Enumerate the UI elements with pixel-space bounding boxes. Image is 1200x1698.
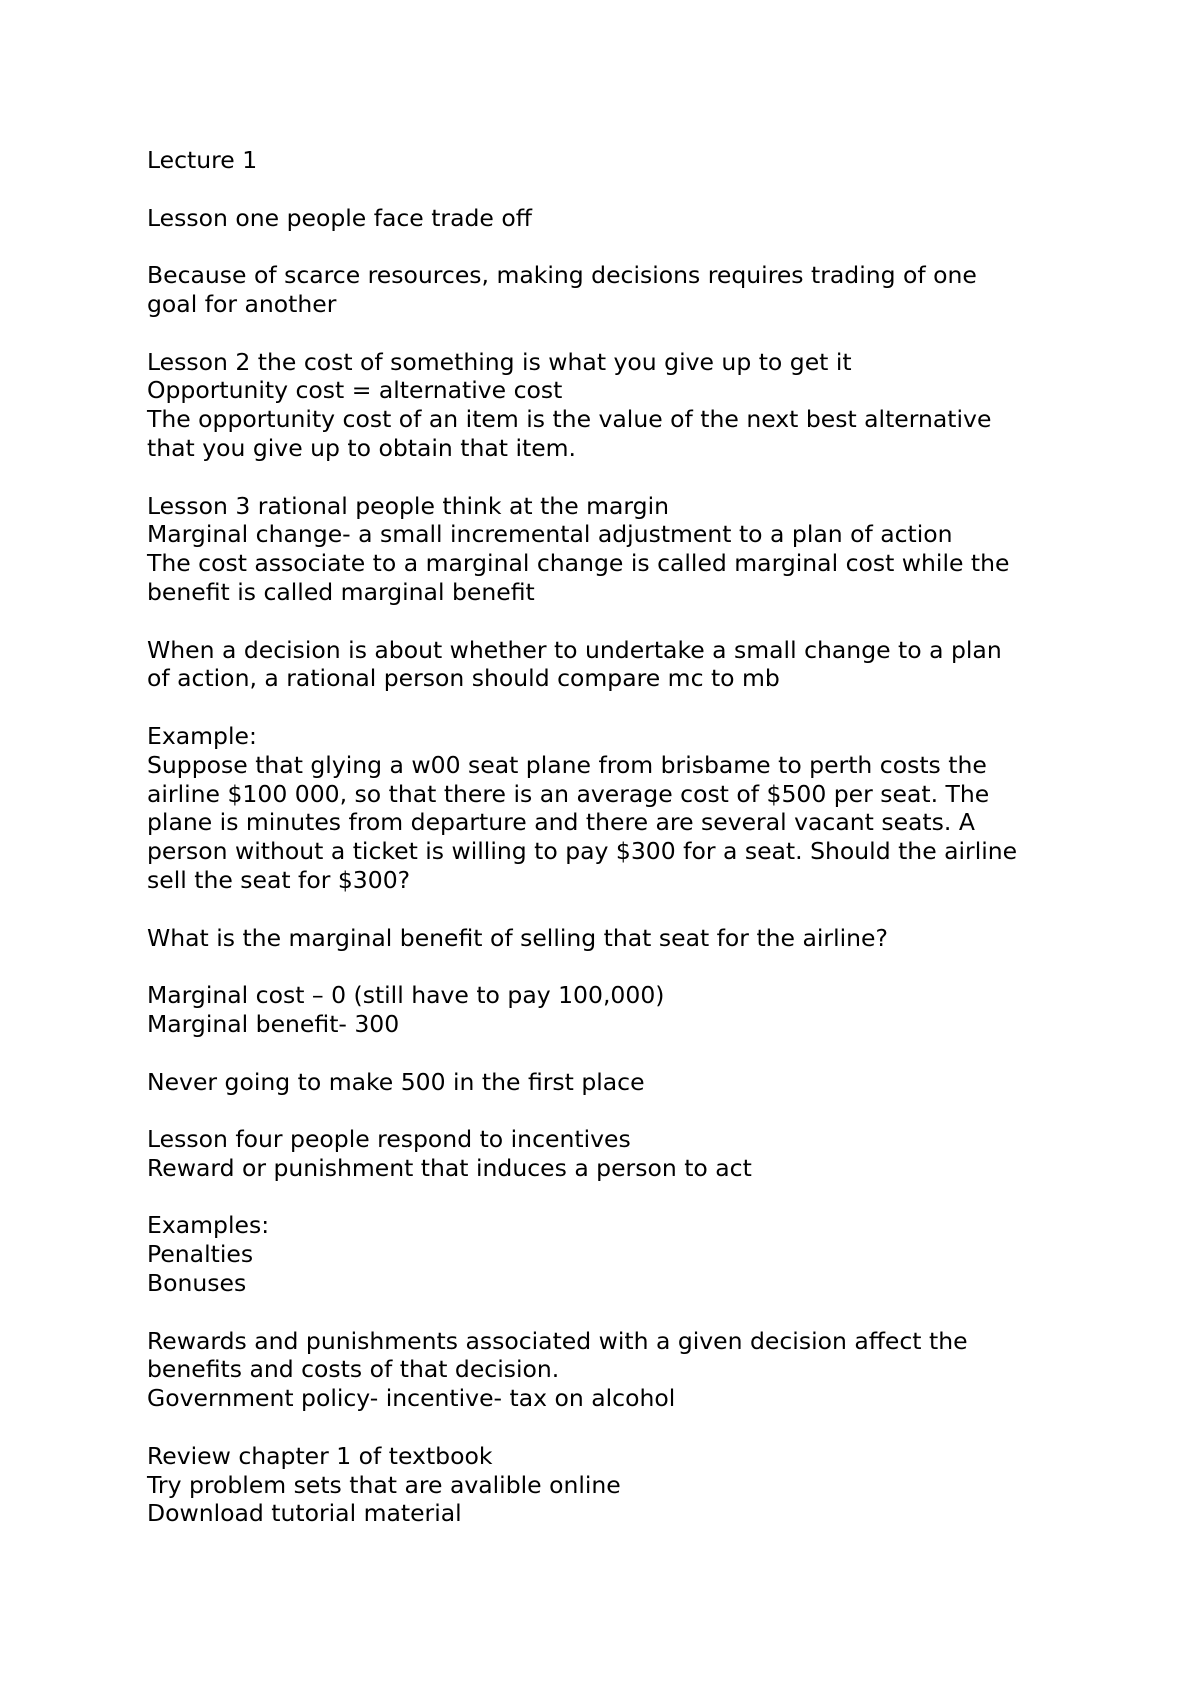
text-line: Opportunity cost = alternative cost	[147, 376, 563, 405]
paragraph	[147, 722, 1077, 895]
paragraph	[147, 1327, 1077, 1413]
text-line: Suppose that glying a w00 seat plane from brisbame to perth costs the	[147, 750, 987, 779]
paragraph	[147, 348, 1077, 463]
text-line: The opportunity cost of an item is the value of the next best alternative	[147, 405, 992, 434]
text-line: Download tutorial material	[147, 1499, 462, 1528]
paragraph	[147, 204, 1077, 233]
paragraph	[147, 492, 1077, 607]
text-line: Review chapter 1 of textbook	[147, 1441, 493, 1470]
document-body	[147, 146, 1077, 1557]
text-line: Examples:	[147, 1211, 270, 1240]
paragraph	[147, 146, 1077, 175]
text-line: Try problem sets that are avalible online	[147, 1470, 621, 1499]
paragraph	[147, 924, 1077, 953]
text-line: Reward or punishment that induces a person to act	[147, 1153, 752, 1182]
text-line: Lecture 1	[147, 146, 258, 174]
text-line: Government policy- incentive- tax on alcohol	[147, 1384, 676, 1413]
paragraph	[147, 261, 1077, 319]
text-line: goal for another	[147, 289, 337, 318]
text-line: Lesson four people respond to incentives	[147, 1125, 631, 1154]
paragraph	[147, 1125, 1077, 1183]
paragraph	[147, 1442, 1077, 1528]
paragraph	[147, 981, 1077, 1039]
text-line: Rewards and punishments associated with a given decision affect the	[147, 1326, 968, 1355]
text-line: sell the seat for $300?	[147, 865, 411, 894]
text-line: Lesson one people face trade off	[147, 203, 532, 232]
text-line: Lesson 3 rational people think at the margin	[147, 491, 670, 520]
text-line: Never going to make 500 in the first place	[147, 1067, 645, 1096]
text-line: that you give up to obtain that item.	[147, 433, 577, 462]
text-line: Example:	[147, 721, 257, 750]
text-line: Marginal benefit- 300	[147, 1009, 400, 1038]
text-line: benefit is called marginal benefit	[147, 577, 535, 606]
text-line: Because of scarce resources, making decisions requires trading of one	[147, 261, 977, 290]
text-line: person without a ticket is willing to pay $300 for a seat. Should the airline	[147, 837, 1018, 866]
text-line: Penalties	[147, 1240, 254, 1269]
text-line: When a decision is about whether to undertake a small change to a plan	[147, 635, 1002, 664]
text-line: plane is minutes from departure and there are several vacant seats. A	[147, 808, 975, 837]
text-line: Marginal cost – 0 (still have to pay 100,000)	[147, 981, 665, 1010]
text-line: of action, a rational person should compare mc to mb	[147, 664, 780, 693]
text-line: airline $100 000, so that there is an average cost of $500 per seat. The	[147, 779, 990, 808]
text-line: The cost associate to a marginal change is called marginal cost while the	[147, 549, 1010, 578]
text-line: Marginal change- a small incremental adjustment to a plan of action	[147, 520, 953, 549]
paragraph	[147, 636, 1077, 694]
text-line: benefits and costs of that decision.	[147, 1355, 560, 1384]
paragraph	[147, 1211, 1077, 1297]
text-line: What is the marginal benefit of selling that seat for the airline?	[147, 923, 888, 952]
text-line: Lesson 2 the cost of something is what you give up to get it	[147, 347, 852, 376]
paragraph	[147, 1068, 1077, 1097]
text-line: Bonuses	[147, 1269, 247, 1298]
